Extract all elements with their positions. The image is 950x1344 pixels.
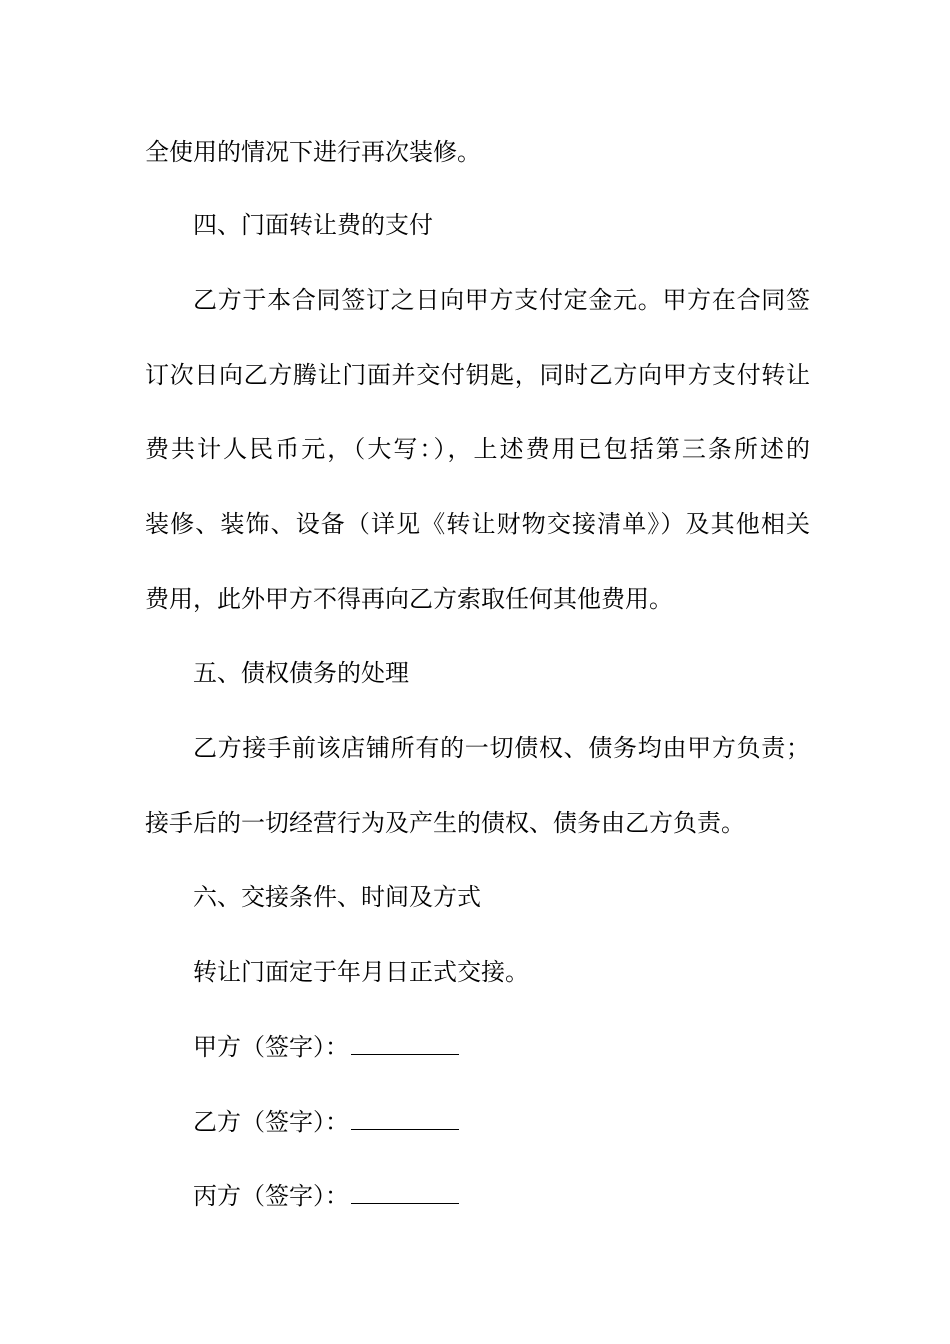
paragraph-line: 全使用的情况下进行再次装修。 [145, 138, 481, 166]
signature-blank-line[interactable] [351, 1107, 459, 1130]
signature-blank-line[interactable] [351, 1181, 459, 1204]
paragraph-line: 接手后的一切经营行为及产生的债权、债务由乙方负责。 [145, 809, 745, 837]
paragraph-line: 费用，此外甲方不得再向乙方索取任何其他费用。 [145, 585, 673, 613]
section-heading-6: 六、交接条件、时间及方式 [193, 883, 481, 911]
signature-party-c [193, 1181, 459, 1211]
signature-party-a [193, 1032, 459, 1062]
signature-label: 乙方（签字）： [193, 1108, 349, 1136]
section-heading-5: 五、债权债务的处理 [193, 659, 409, 687]
section-heading-4: 四、门面转让费的支付 [193, 211, 433, 239]
signature-label: 甲方（签字）： [193, 1033, 349, 1061]
paragraph-line: 乙方接手前该店铺所有的一切债权、债务均由甲方负责； [193, 734, 810, 762]
paragraph-line: 乙方于本合同签订之日向甲方支付定金元。甲方在合同签 [193, 286, 810, 314]
paragraph-line: 转让门面定于年月日正式交接。 [193, 958, 529, 986]
paragraph-line: 订次日向乙方腾让门面并交付钥匙，同时乙方向甲方支付转让 [145, 361, 810, 389]
signature-party-b [193, 1107, 459, 1137]
paragraph-line: 装修、装饰、设备（详见《转让财物交接清单》）及其他相关 [145, 510, 810, 538]
paragraph-line: 费共计人民币元，（大写：），上述费用已包括第三条所述的 [145, 435, 810, 463]
signature-label: 丙方（签字）： [193, 1182, 349, 1210]
signature-blank-line[interactable] [351, 1032, 459, 1055]
